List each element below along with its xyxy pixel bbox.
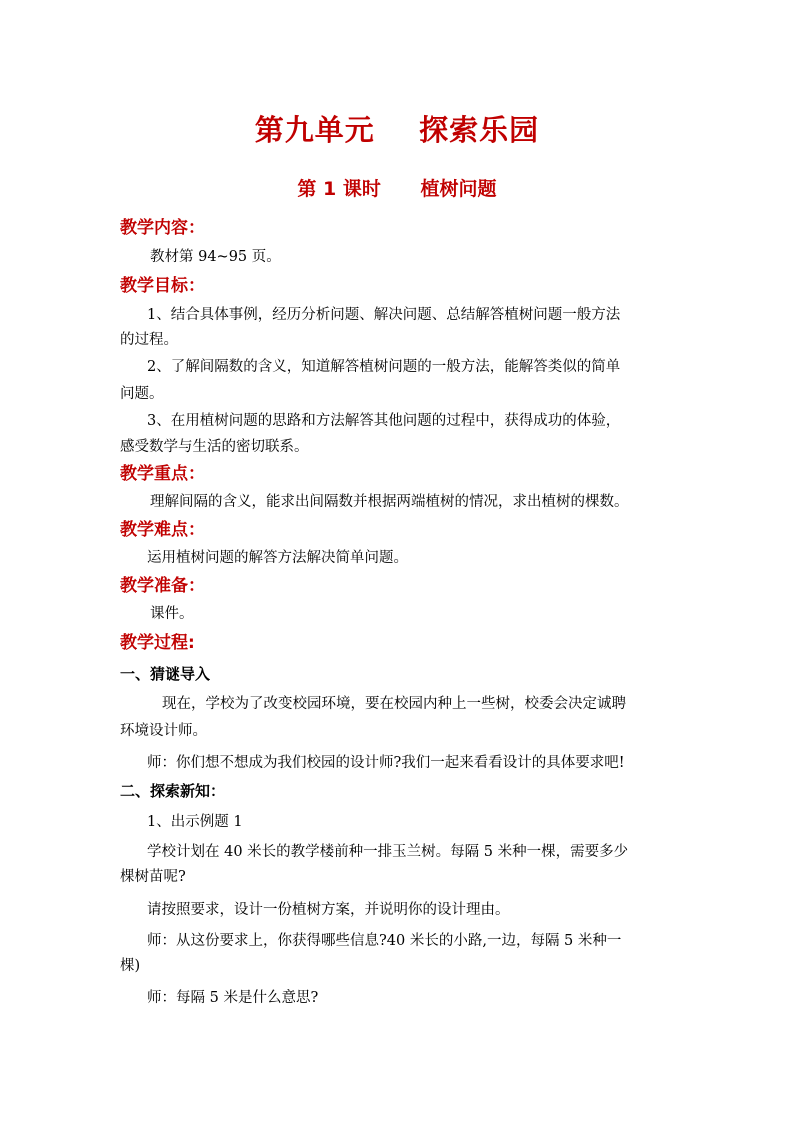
difficulties-text: 运用植树问题的解答方法解决简单问题。: [147, 550, 408, 566]
content-text: 教材第 94~95 页。: [150, 249, 281, 265]
key-points-heading: 教学重点：: [120, 464, 205, 484]
goals-heading: 教学目标：: [120, 276, 205, 296]
goal-2-line-1: 2、了解间隔数的含义，知道解答植树问题的一般方法，能解答类似的简单: [147, 359, 621, 375]
section-2-p4-line-2: 棵): [120, 958, 141, 974]
preparation-heading: 教学准备：: [120, 576, 205, 596]
section-2-p1: 1、出示例题 1: [147, 814, 243, 830]
goal-2-line-2: 问题。: [120, 386, 164, 402]
section-2-p3: 请按照要求，设计一份植树方案，并说明你的设计理由。: [147, 902, 510, 918]
unit-title: 第九单元 探索乐园: [254, 113, 540, 147]
section-1-p1-line-1: 现在，学校为了改变校园环境，要在校园内种上一些树，校委会决定诚聘: [162, 696, 626, 712]
process-heading: 教学过程:: [120, 633, 195, 653]
preparation-text: 课件。: [150, 606, 194, 622]
section-2-title: 二、探索新知：: [120, 782, 226, 800]
section-2-p2-line-1: 学校计划在 40 米长的教学楼前种一排玉兰树。每隔 5 米种一棵，需要多少: [147, 844, 629, 860]
goal-1-line-2: 的过程。: [120, 332, 178, 348]
goal-3-line-2: 感受数学与生活的密切联系。: [120, 439, 309, 455]
key-points-text: 理解间隔的含义，能求出间隔数并根据两端植树的情况，求出植树的棵数。: [150, 494, 629, 510]
content-heading: 教学内容：: [120, 218, 205, 238]
section-1-title: 一、猜谜导入: [120, 665, 211, 683]
lesson-title: 第 1 课时 植树问题: [297, 178, 497, 200]
goal-3-line-1: 3、在用植树问题的思路和方法解答其他问题的过程中，获得成功的体验，: [147, 413, 621, 429]
section-2-p2-line-2: 棵树苗呢?: [120, 869, 186, 885]
goal-1-line-1: 1、结合具体事例，经历分析问题、解决问题、总结解答植树问题一般方法: [147, 307, 621, 323]
difficulties-heading: 教学难点：: [120, 520, 205, 540]
section-1-p2: 师：你们想不想成为我们校园的设计师?我们一起来看看设计的具体要求吧!: [147, 755, 625, 771]
section-2-p5: 师：每隔 5 米是什么意思?: [147, 990, 319, 1006]
section-2-p4-line-1: 师：从这份要求上，你获得哪些信息?40 米长的小路,一边，每隔 5 米种一: [147, 933, 622, 949]
section-1-p1-line-2: 环境设计师。: [120, 723, 207, 739]
